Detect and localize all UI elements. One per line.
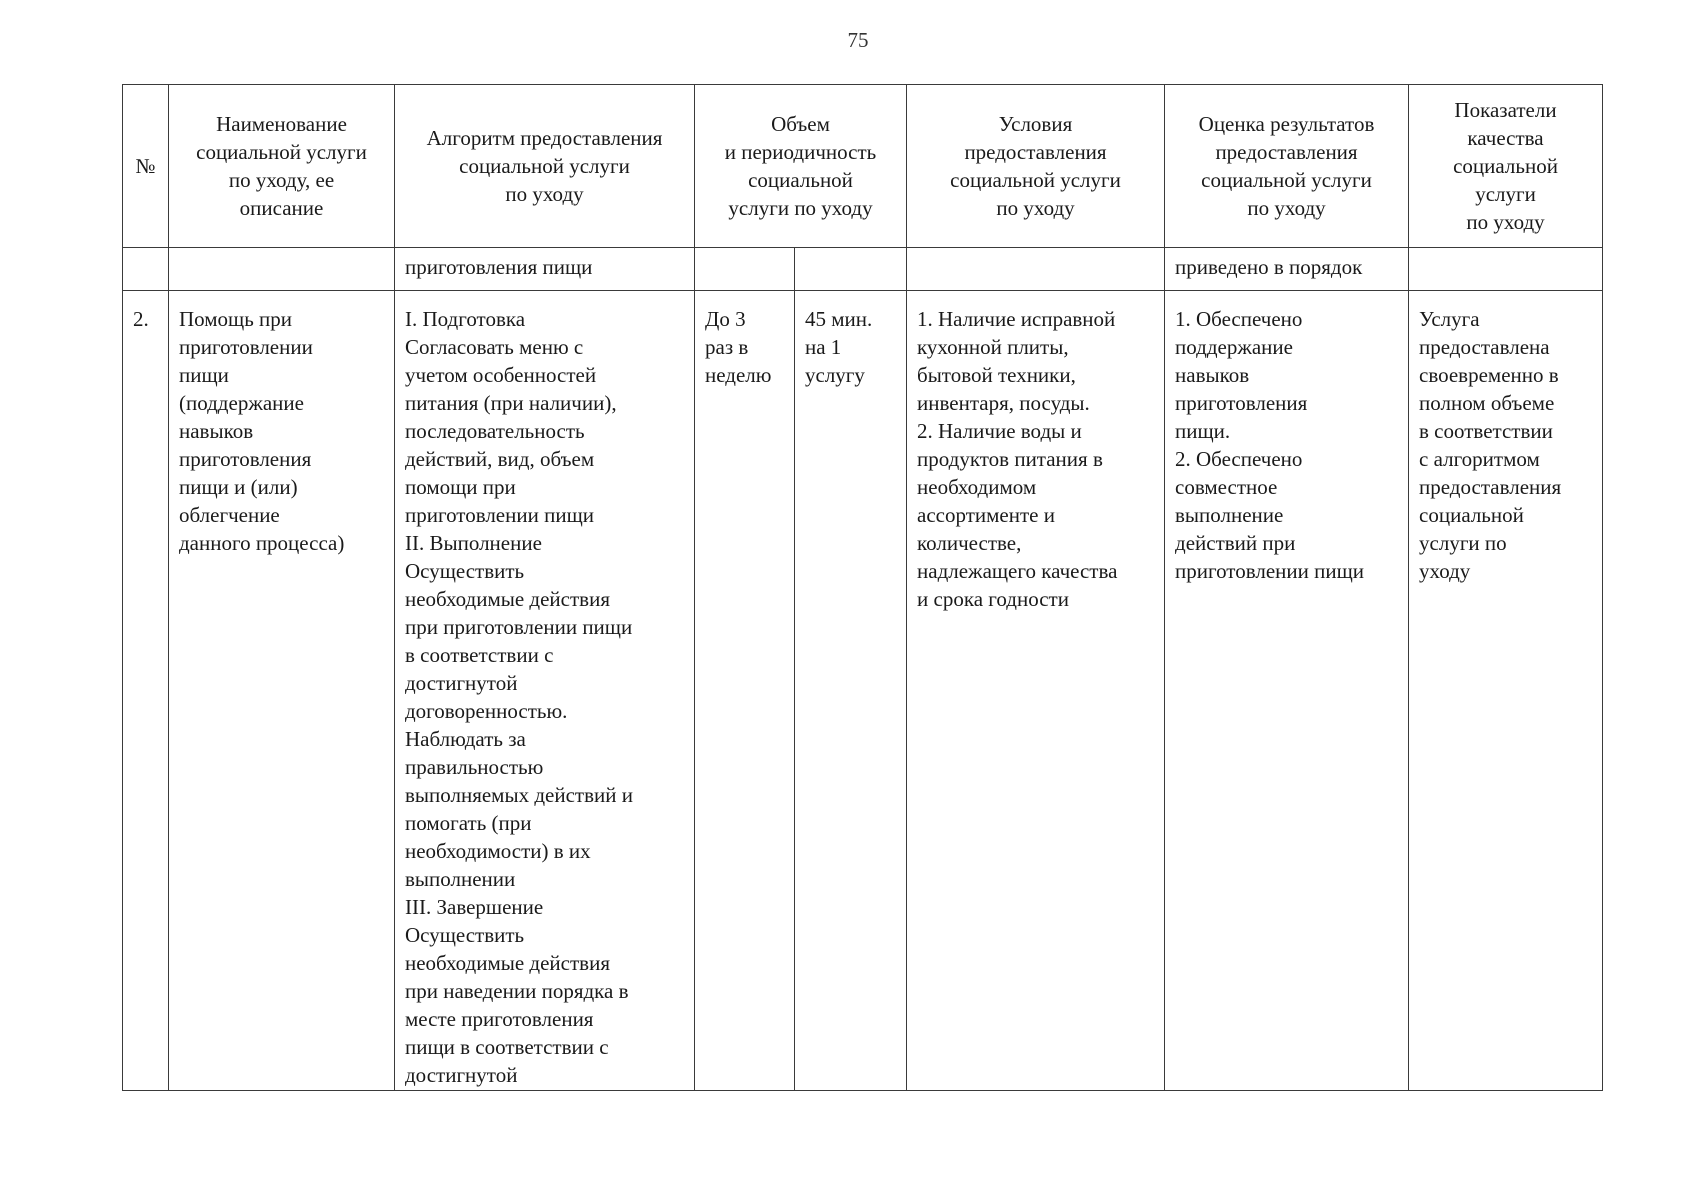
cell-conditions: 1. Наличие исправной кухонной плиты, бытовой техники, инвентаря, посуды. 2. Наличие воды и продуктов питания в необходимом ассортименте и количестве, надлежащего качества и срока годности [907, 291, 1165, 1091]
cell-number: 2. [123, 291, 169, 1091]
table-row-2 [123, 291, 1603, 1091]
cell-conditions [907, 248, 1165, 291]
cell-volume [795, 248, 907, 291]
header-conditions: Условия предоставления социальной услуги по уходу [907, 85, 1165, 248]
header-number: № [123, 85, 169, 248]
header-evaluation: Оценка результатов предоставления социальной услуги по уходу [1165, 85, 1409, 248]
table-header-row [123, 85, 1603, 248]
cell-algorithm: I. Подготовка Согласовать меню с учетом особенностей питания (при наличии), последовательность действий, вид, объем помощи при приготовлении пищи II. Выполнение Осуществить необходимые действия при приготовлении пищи в соответствии с достигнутой договоренностью. Наблюдать за правильностью выполняемых действий и помогать (при необходимости) в их выполнении III. Завершение Осуществить необходимые действия при наведении порядка в месте приготовления пищи в соответствии с достигнутой [395, 291, 695, 1091]
cell-number [123, 248, 169, 291]
header-volume-periodicity: Объем и периодичность социальной услуги по уходу [695, 85, 907, 248]
header-quality: Показатели качества социальной услуги по уходу [1409, 85, 1603, 248]
page-number: 75 [847, 28, 869, 52]
cell-evaluation: 1. Обеспечено поддержание навыков приготовления пищи. 2. Обеспечено совместное выполнение действий при приготовлении пищи [1165, 291, 1409, 1091]
cell-periodicity: До 3 раз в неделю [695, 291, 795, 1091]
cell-periodicity [695, 248, 795, 291]
table-row-continuation [123, 248, 1603, 291]
cell-service-name [169, 248, 395, 291]
cell-evaluation: приведено в порядок [1165, 248, 1409, 291]
cell-service-name: Помощь при приготовлении пищи (поддержание навыков приготовления пищи и (или) облегчение данного процесса) [169, 291, 395, 1091]
cell-quality: Услуга предоставлена своевременно в полном объеме в соответствии с алгоритмом предоставления социальной услуги по уходу [1409, 291, 1603, 1091]
cell-algorithm: приготовления пищи [395, 248, 695, 291]
cell-volume: 45 мин. на 1 услугу [795, 291, 907, 1091]
header-algorithm: Алгоритм предоставления социальной услуги по уходу [395, 85, 695, 248]
services-table [122, 84, 1603, 1091]
header-service-name: Наименование социальной услуги по уходу, ее описание [169, 85, 395, 248]
cell-quality [1409, 248, 1603, 291]
